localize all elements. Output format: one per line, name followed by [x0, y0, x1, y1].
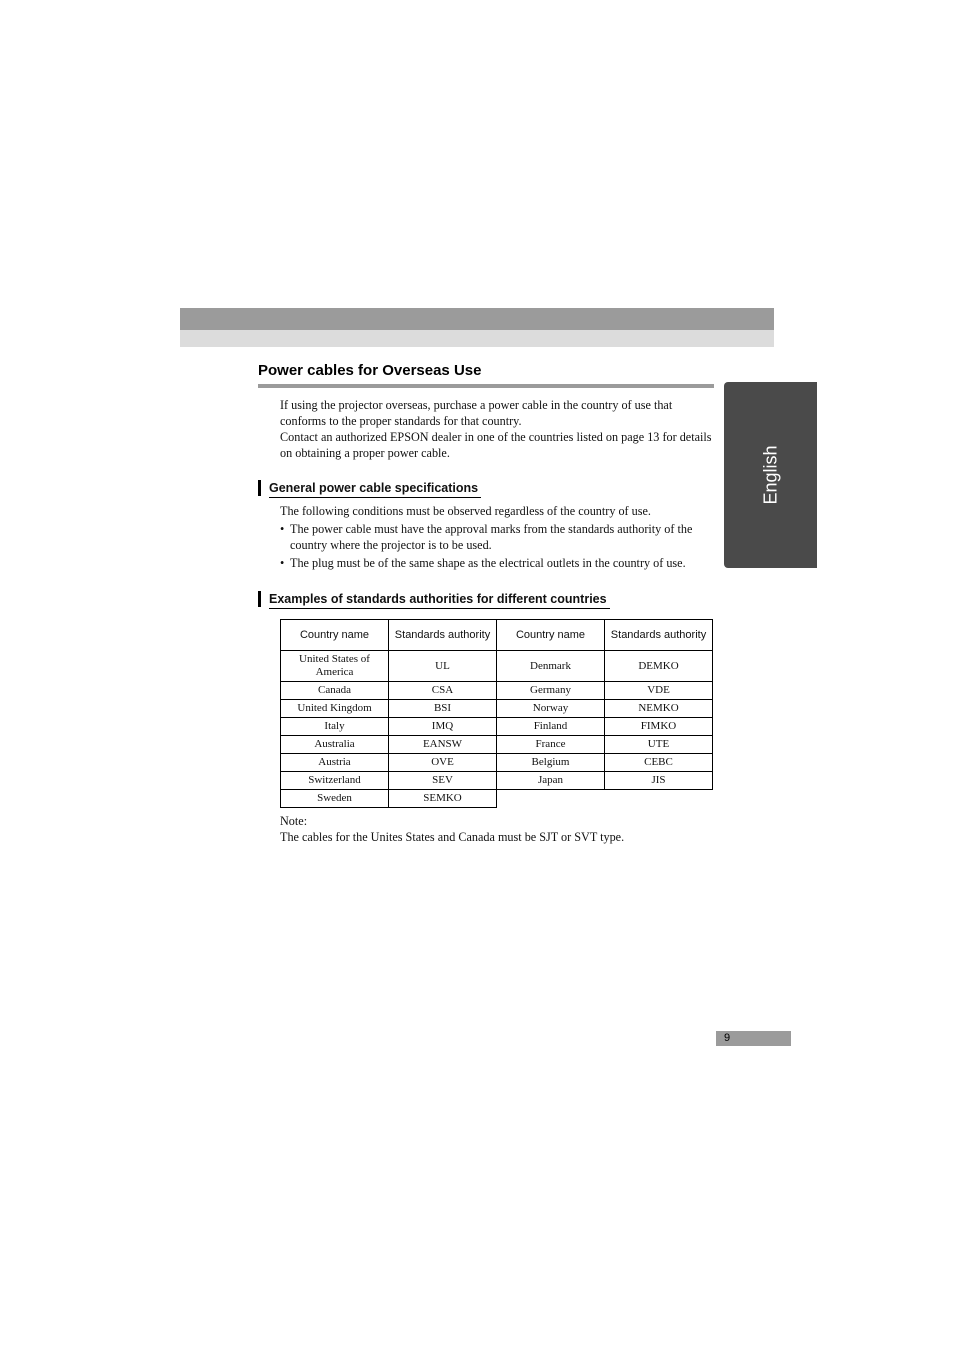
- table-row: [281, 651, 713, 682]
- table-cell: SEMKO: [389, 790, 497, 808]
- list-item: • The power cable must have the approval marks from the standards authority of the country where the projector is to be used.: [280, 521, 720, 553]
- table-cell: Belgium: [497, 754, 605, 772]
- table-cell: Germany: [497, 682, 605, 700]
- standards-table: [280, 619, 713, 808]
- table-cell: FIMKO: [605, 718, 713, 736]
- table-cell: OVE: [389, 754, 497, 772]
- table-cell: NEMKO: [605, 700, 713, 718]
- table-row: [281, 790, 713, 808]
- table-cell: UTE: [605, 736, 713, 754]
- table-row: [281, 772, 713, 790]
- general-specs-heading: [258, 480, 481, 496]
- table-cell-empty: [605, 790, 713, 808]
- intro-paragraph-1: If using the projector overseas, purchase a power cable in the country of use that conforms to the proper standards for that country.: [280, 398, 673, 428]
- table-cell-empty: [497, 790, 605, 808]
- page-number-box: [716, 1031, 791, 1046]
- table-cell: Finland: [497, 718, 605, 736]
- table-header-cell: Standards authority: [389, 620, 497, 651]
- language-tab: [724, 382, 817, 568]
- general-specs-list: [280, 521, 720, 573]
- table-row: [281, 682, 713, 700]
- examples-heading: [258, 591, 610, 607]
- table-cell: Norway: [497, 700, 605, 718]
- table-cell: France: [497, 736, 605, 754]
- general-specs-heading-text: General power cable specifications: [269, 480, 481, 498]
- section-title: Power cables for Overseas Use: [258, 362, 482, 379]
- page-number: 9: [724, 1032, 731, 1044]
- table-cell: Switzerland: [281, 772, 389, 790]
- table-header-row: [281, 620, 713, 651]
- table-cell: CSA: [389, 682, 497, 700]
- table-cell: United States of America: [281, 651, 389, 682]
- table-cell: EANSW: [389, 736, 497, 754]
- header-band-dark: [180, 308, 774, 330]
- table-cell: DEMKO: [605, 651, 713, 682]
- table-cell: Australia: [281, 736, 389, 754]
- table-cell: Italy: [281, 718, 389, 736]
- table-row: [281, 718, 713, 736]
- table-row: [281, 754, 713, 772]
- general-specs-lead: The following conditions must be observed regardless of the country of use.: [280, 504, 651, 518]
- note-label: Note:: [280, 814, 308, 828]
- language-tab-label: English: [760, 445, 780, 505]
- table-cell: Japan: [497, 772, 605, 790]
- table-cell: JIS: [605, 772, 713, 790]
- note-text: The cables for the Unites States and Canada must be SJT or SVT type.: [280, 830, 625, 844]
- table-cell: UL: [389, 651, 497, 682]
- table-cell: SEV: [389, 772, 497, 790]
- note-block: [280, 813, 624, 845]
- table-row: [281, 700, 713, 718]
- table-header-cell: Country name: [497, 620, 605, 651]
- table-cell: CEBC: [605, 754, 713, 772]
- table-row: [281, 736, 713, 754]
- list-item: • The plug must be of the same shape as the electrical outlets in the country of use.: [280, 555, 720, 571]
- table-cell: Canada: [281, 682, 389, 700]
- table-cell: Sweden: [281, 790, 389, 808]
- examples-heading-text: Examples of standards authorities for different countries: [269, 591, 610, 609]
- table-cell: Denmark: [497, 651, 605, 682]
- table-header-cell: Country name: [281, 620, 389, 651]
- table-header-cell: Standards authority: [605, 620, 713, 651]
- table-cell: Austria: [281, 754, 389, 772]
- intro-paragraph-2: Contact an authorized EPSON dealer in one of the countries listed on page 13 for details on obtaining a proper power cable.: [280, 430, 712, 460]
- table-cell: BSI: [389, 700, 497, 718]
- header-band-light: [180, 330, 774, 347]
- table-cell: VDE: [605, 682, 713, 700]
- table-cell: United Kingdom: [281, 700, 389, 718]
- table-cell: IMQ: [389, 718, 497, 736]
- section-title-rule: [258, 384, 714, 388]
